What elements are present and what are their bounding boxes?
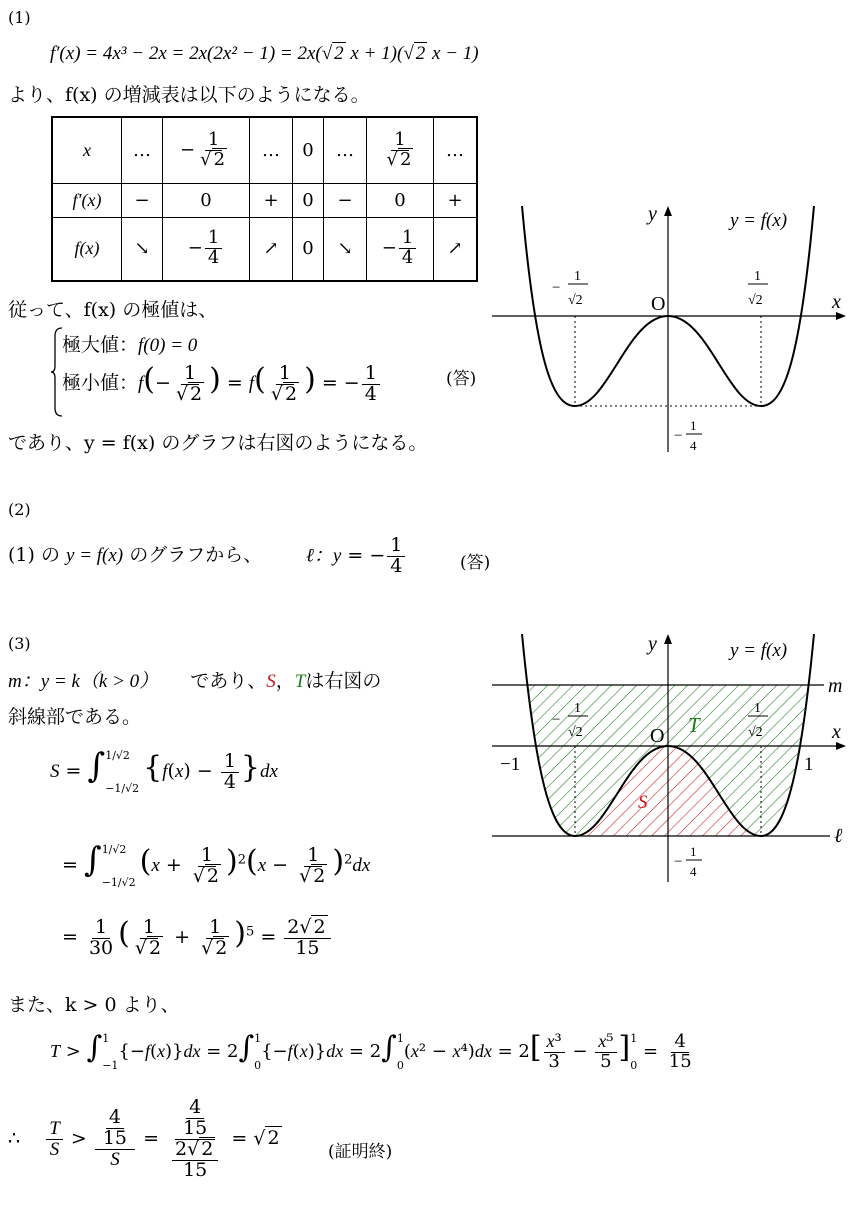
answer-mark: (答) — [460, 553, 491, 573]
part2-label: (2) — [8, 500, 31, 519]
graph2-one: 1 — [804, 754, 814, 775]
part3-line1: m：y = k（k > 0） であり、S，Tは右図の — [8, 670, 382, 692]
table-cell: ↘ — [324, 217, 367, 281]
table-cell: ↘ — [122, 217, 163, 281]
table-cell: … — [250, 117, 293, 183]
table-cell: ↗ — [434, 217, 478, 281]
svg-text:−: − — [552, 712, 561, 728]
table-cell: − $\frac{1}{√ 2}$ — [163, 117, 250, 183]
x-axis-arrow-icon — [836, 742, 846, 750]
table-cell: f′(x) — [52, 183, 122, 217]
table-cell: − $\frac{1}{4}$ — [163, 217, 250, 281]
x-axis-arrow-icon — [836, 312, 846, 320]
derivative-equation: f′(x) = 4x³ − 2x = 2x(2x² − 1) = 2x(√ 2 x + 1)(√ 2 x − 1) — [50, 43, 479, 64]
increase-decrease-table — [51, 116, 478, 282]
S-integral: S = ∫ 1/√2 −1/√2 {f(x) − $\frac{1}{4}$ }dx — [50, 746, 278, 795]
svg-text:√2: √2 — [748, 725, 763, 740]
ell-answer: ℓ：y = − $\frac{1}{4}$ — [306, 536, 407, 577]
graph-2 — [488, 630, 858, 886]
S-integral-step3: = $\frac{1}{30}$ ( $\frac{1}{√ 2}$ + $\frac{1}{√ 2}$ )$^5$ = $\frac{2√ 2}{15}$ — [62, 916, 333, 958]
table-cell: ↗ — [250, 217, 293, 281]
graph2-m-label: m — [828, 675, 843, 697]
graph2-curve-label: y = f(x) — [730, 640, 788, 661]
svg-text:−: − — [674, 428, 683, 444]
graph-note: であり、y = f(x) のグラフは右図のようになる。 — [8, 432, 428, 454]
graph2-ylabel: y — [648, 633, 657, 655]
y-axis-arrow-icon — [664, 206, 672, 216]
proof-end: (証明終) — [328, 1142, 393, 1162]
also-line: また、k > 0 より、 — [8, 994, 180, 1016]
table-cell: $\frac{1}{√ 2}$ — [367, 117, 434, 183]
svg-text:−: − — [552, 280, 561, 296]
table-cell: + — [250, 183, 293, 217]
table-cell: 0 — [293, 183, 324, 217]
svg-text:1: 1 — [754, 701, 761, 716]
extreme-intro: 従って、f(x) の極値は、 — [8, 299, 218, 321]
table-cell: … — [122, 117, 163, 183]
part2-body: (1) の y = f(x) のグラフから、 — [8, 544, 263, 566]
table-cell: 0 — [293, 217, 324, 281]
table-cell: f(x) — [52, 217, 122, 281]
graph-1 — [488, 200, 850, 460]
part3-line2: 斜線部である。 — [8, 706, 142, 728]
graph2-S-label: S — [638, 792, 648, 813]
graph2-min-tick — [674, 844, 702, 879]
conclusion: ∴ $\frac{T}{S}$ > $\frac{\frac{4}{15}}{S}$ = $\frac{\frac{4}{15}}{\frac{2√ 2}{15}}$ = √ 2 — [8, 1096, 280, 1181]
graph1-pos-tick — [748, 269, 768, 308]
table-cell: − $\frac{1}{4}$ — [367, 217, 434, 281]
local-min: 極小値：f(− $\frac{1}{√ 2}$ ) = f( $\frac{1}{√ 2}$ ) = − $\frac{1}{4}$ — [62, 362, 382, 404]
svg-text:−: − — [674, 854, 683, 870]
local-max: 極大値：f(0) = 0 — [62, 334, 198, 356]
S-integral-step2: = ∫ 1/√2 −1/√2 (x + $\frac{1}{√ 2}$ )$^2$(x − $\frac{1}{√ 2}$ )$^2$dx — [62, 840, 371, 889]
table-cell: … — [324, 117, 367, 183]
svg-text:√2: √2 — [748, 293, 763, 308]
svg-text:1: 1 — [690, 844, 697, 859]
svg-text:1: 1 — [574, 701, 581, 716]
svg-text:√2: √2 — [568, 725, 583, 740]
table-cell: … — [434, 117, 478, 183]
svg-text:√2: √2 — [568, 293, 583, 308]
svg-text:1: 1 — [574, 269, 581, 284]
graph1-curve-label: y = f(x) — [730, 210, 788, 231]
part1-label: (1) — [8, 8, 31, 27]
svg-text:4: 4 — [690, 864, 697, 879]
graph1-origin: O — [651, 293, 666, 315]
graph1-xlabel: x — [832, 291, 841, 313]
graph1-min-tick — [674, 418, 702, 453]
table-cell: 0 — [293, 117, 324, 183]
table-cell: + — [434, 183, 478, 217]
table-cell: x — [52, 117, 122, 183]
table-cell: 0 — [163, 183, 250, 217]
table-cell: − — [122, 183, 163, 217]
graph2-minus-one: −1 — [500, 754, 521, 775]
svg-text:4: 4 — [690, 438, 697, 453]
graph2-origin: O — [650, 725, 665, 747]
graph1-neg-tick — [552, 269, 588, 308]
part3-label: (3) — [8, 634, 31, 653]
svg-text:1: 1 — [690, 418, 697, 433]
table-cell: − — [324, 183, 367, 217]
table-cell: 0 — [367, 183, 434, 217]
graph2-xlabel: x — [832, 721, 841, 743]
T-inequality: T > ∫ 1 −1 {−f(x)}dx = 2∫ 1 0 {−f(x)}dx = 2∫ 1 0 (x² − x⁴)dx = 2[ $\frac{\text{x³}}{3}$ − $\frac{\text{x⁵}}{5}$ ] 1 0 = $\frac{4}{15}$ — [50, 1030, 692, 1072]
answer-mark: (答) — [446, 369, 477, 389]
y-axis-arrow-icon — [664, 634, 672, 644]
svg-text:1: 1 — [754, 269, 761, 284]
graph1-ylabel: y — [648, 203, 657, 225]
graph2-ell-label: ℓ — [834, 825, 843, 847]
table-intro: より、f(x) の増減表は以下のようになる。 — [8, 84, 370, 106]
graph2-T-label: T — [688, 713, 700, 737]
